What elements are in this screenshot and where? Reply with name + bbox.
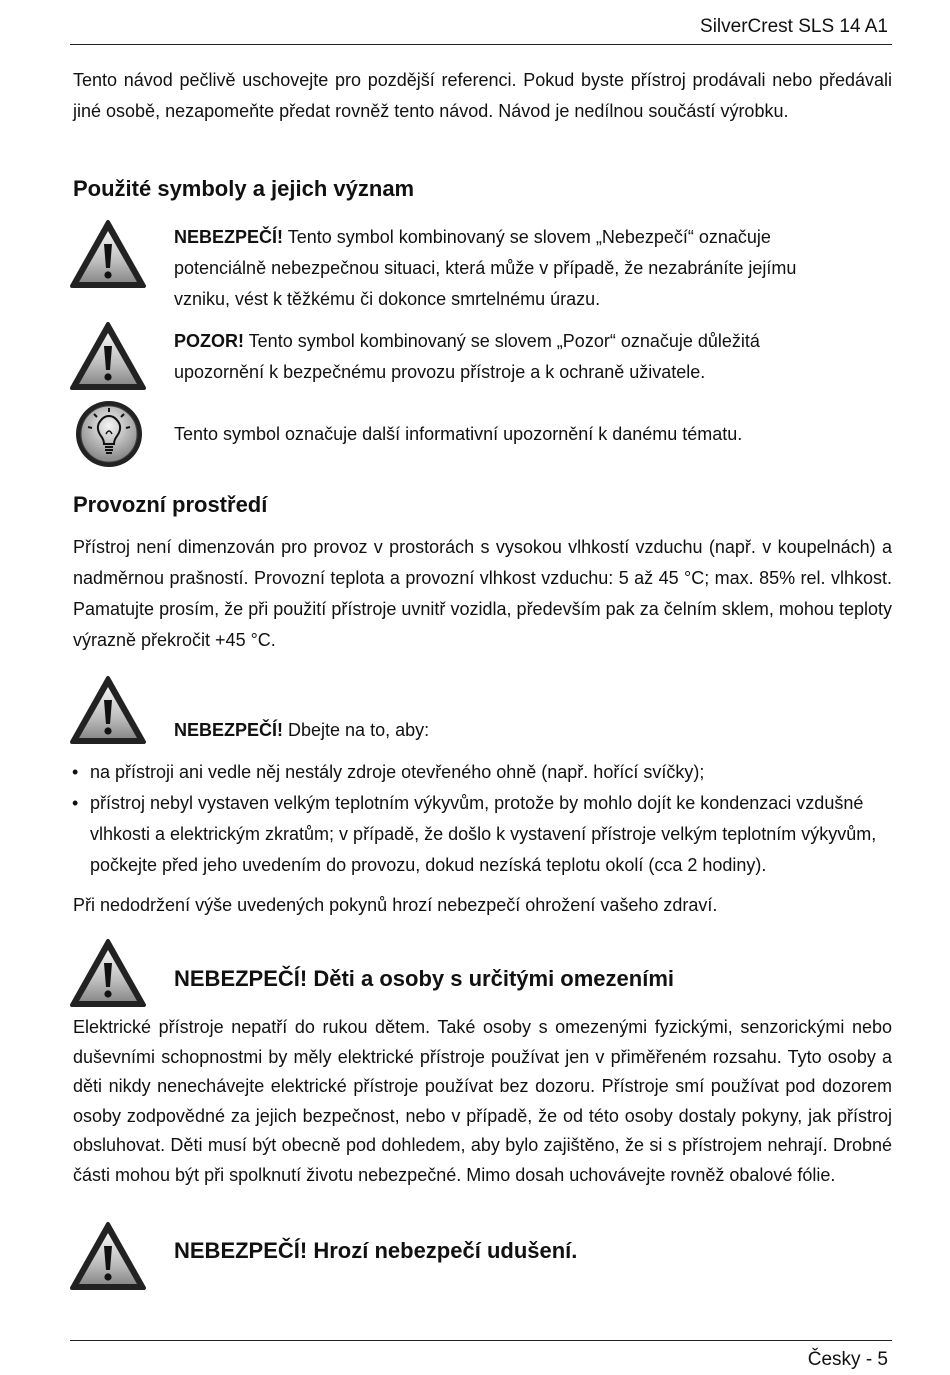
intro-paragraph: Tento návod pečlivě uschovejte pro pozdější referenci. Pokud byste přístroj prodávali nebo předávali jiné osobě, nezapomeňte předat rovněž tento návod. Návod je nedílnou součástí výrobku.: [73, 70, 892, 121]
page-number: Česky - 5: [807, 1349, 888, 1370]
page-footer: [70, 1340, 892, 1375]
bullet-text: na přístroji ani vedle něj nestály zdroje otevřeného ohně (např. hořící svíčky);: [90, 762, 705, 782]
list-item: • přístroj nebyl vystaven velkým teplotním výkyvům, protože by mohlo dojít ke kondenzaci vzdušné vlhkosti a elektrickým zkratům; v případě, že došlo k vystavení přístroje velkým teplotním výkyvům, počkejte před jeho uvedením do provozu, dokud nezíská teplotu okolí (cca 2 hodiny).: [72, 793, 877, 875]
environment-warning: [174, 715, 854, 746]
warning-triangle-icon: [68, 218, 148, 290]
symbols-heading: Použité symboly a jejich význam: [73, 176, 415, 201]
caution-text: Tento symbol kombinovaný se slovem „Pozor“ označuje důležitá upozornění k bezpečnému provozu přístroje a k ochraně uživatele.: [174, 331, 760, 382]
environment-warning-text: Dbejte na to, aby:: [283, 720, 430, 740]
list-item: • na přístroji ani vedle něj nestály zdroje otevřeného ohně (např. hořící svíčky);: [72, 762, 705, 782]
danger-text: Tento symbol kombinovaný se slovem „Nebezpečí“ označuje potenciálně nebezpečnou situaci, která může v případě, že nezabráníte jejímu vzniku, vést k těžkému či dokonce smrtelnému úrazu.: [174, 227, 797, 309]
warning-triangle-icon: [68, 937, 148, 1009]
document-title: SilverCrest SLS 14 A1: [700, 16, 888, 37]
suffocation-warning-heading: NEBEZPEČÍ! Hrozí nebezpečí udušení.: [174, 1238, 578, 1263]
environment-after-paragraph: Při nedodržení výše uvedených pokynů hrozí nebezpečí ohrožení vašeho zdraví.: [73, 895, 718, 915]
danger-symbol-description: [174, 222, 854, 315]
lightbulb-info-icon: [72, 398, 146, 470]
warning-triangle-icon: [68, 320, 148, 392]
page-header: [70, 12, 892, 45]
environment-heading: Provozní prostředí: [73, 492, 268, 517]
children-warning-heading: NEBEZPEČÍ! Děti a osoby s určitými omezeními: [174, 966, 675, 991]
caution-symbol-description: [174, 326, 854, 388]
bullet-text: přístroj nebyl vystaven velkým teplotním výkyvům, protože by mohlo dojít ke kondenzaci vzdušné vlhkosti a elektrickým zkratům; v případě, že došlo k vystavení přístroje velkým teplotním výkyvům, počkejte před jeho uvedením do provozu, dokud nezíská teplotu okolí (cca 2 hodiny).: [90, 793, 877, 875]
caution-label: POZOR!: [174, 331, 244, 351]
environment-warning-label: NEBEZPEČÍ!: [174, 720, 284, 740]
danger-label: NEBEZPEČÍ!: [174, 227, 284, 247]
warning-triangle-icon: [68, 674, 148, 746]
info-symbol-description: Tento symbol označuje další informativní upozornění k danému tématu.: [174, 424, 743, 444]
environment-paragraph: Přístroj není dimenzován pro provoz v prostorách s vysokou vlhkostí vzduchu (např. v koupelnách) a nadměrnou prašností. Provozní teplota a provozní vlhkost vzduchu: 5 až 45 °C; max. 85% rel. vlhkost. Pamatujte prosím, že při použití přístroje uvnitř vozidla, především pak za čelním sklem, mohou teploty výrazně překročit +45 °C.: [73, 537, 892, 650]
warning-triangle-icon: [68, 1220, 148, 1292]
children-paragraph: Elektrické přístroje nepatří do rukou dětem. Také osoby s omezenými fyzickými, senzorickými nebo duševními schopnostmi by měly elektrické přístroje používat jen v přiměřeném rozsahu. Tyto osoby a děti nikdy nenechávejte elektrické přístroje používat bez dozoru. Přístroje smí používat pod dozorem osoby zodpovědné za jejich bezpečnost, nebo v případě, že od této osoby dostaly pokyny, jak přístroj obsluhovat. Děti musí být obecně pod dohledem, aby bylo zajištěno, že si s přístrojem nehrají. Drobné části mohou být při spolknutí životu nebezpečné. Mimo dosah uchovávejte rovněž obalové fólie.: [73, 1017, 892, 1185]
